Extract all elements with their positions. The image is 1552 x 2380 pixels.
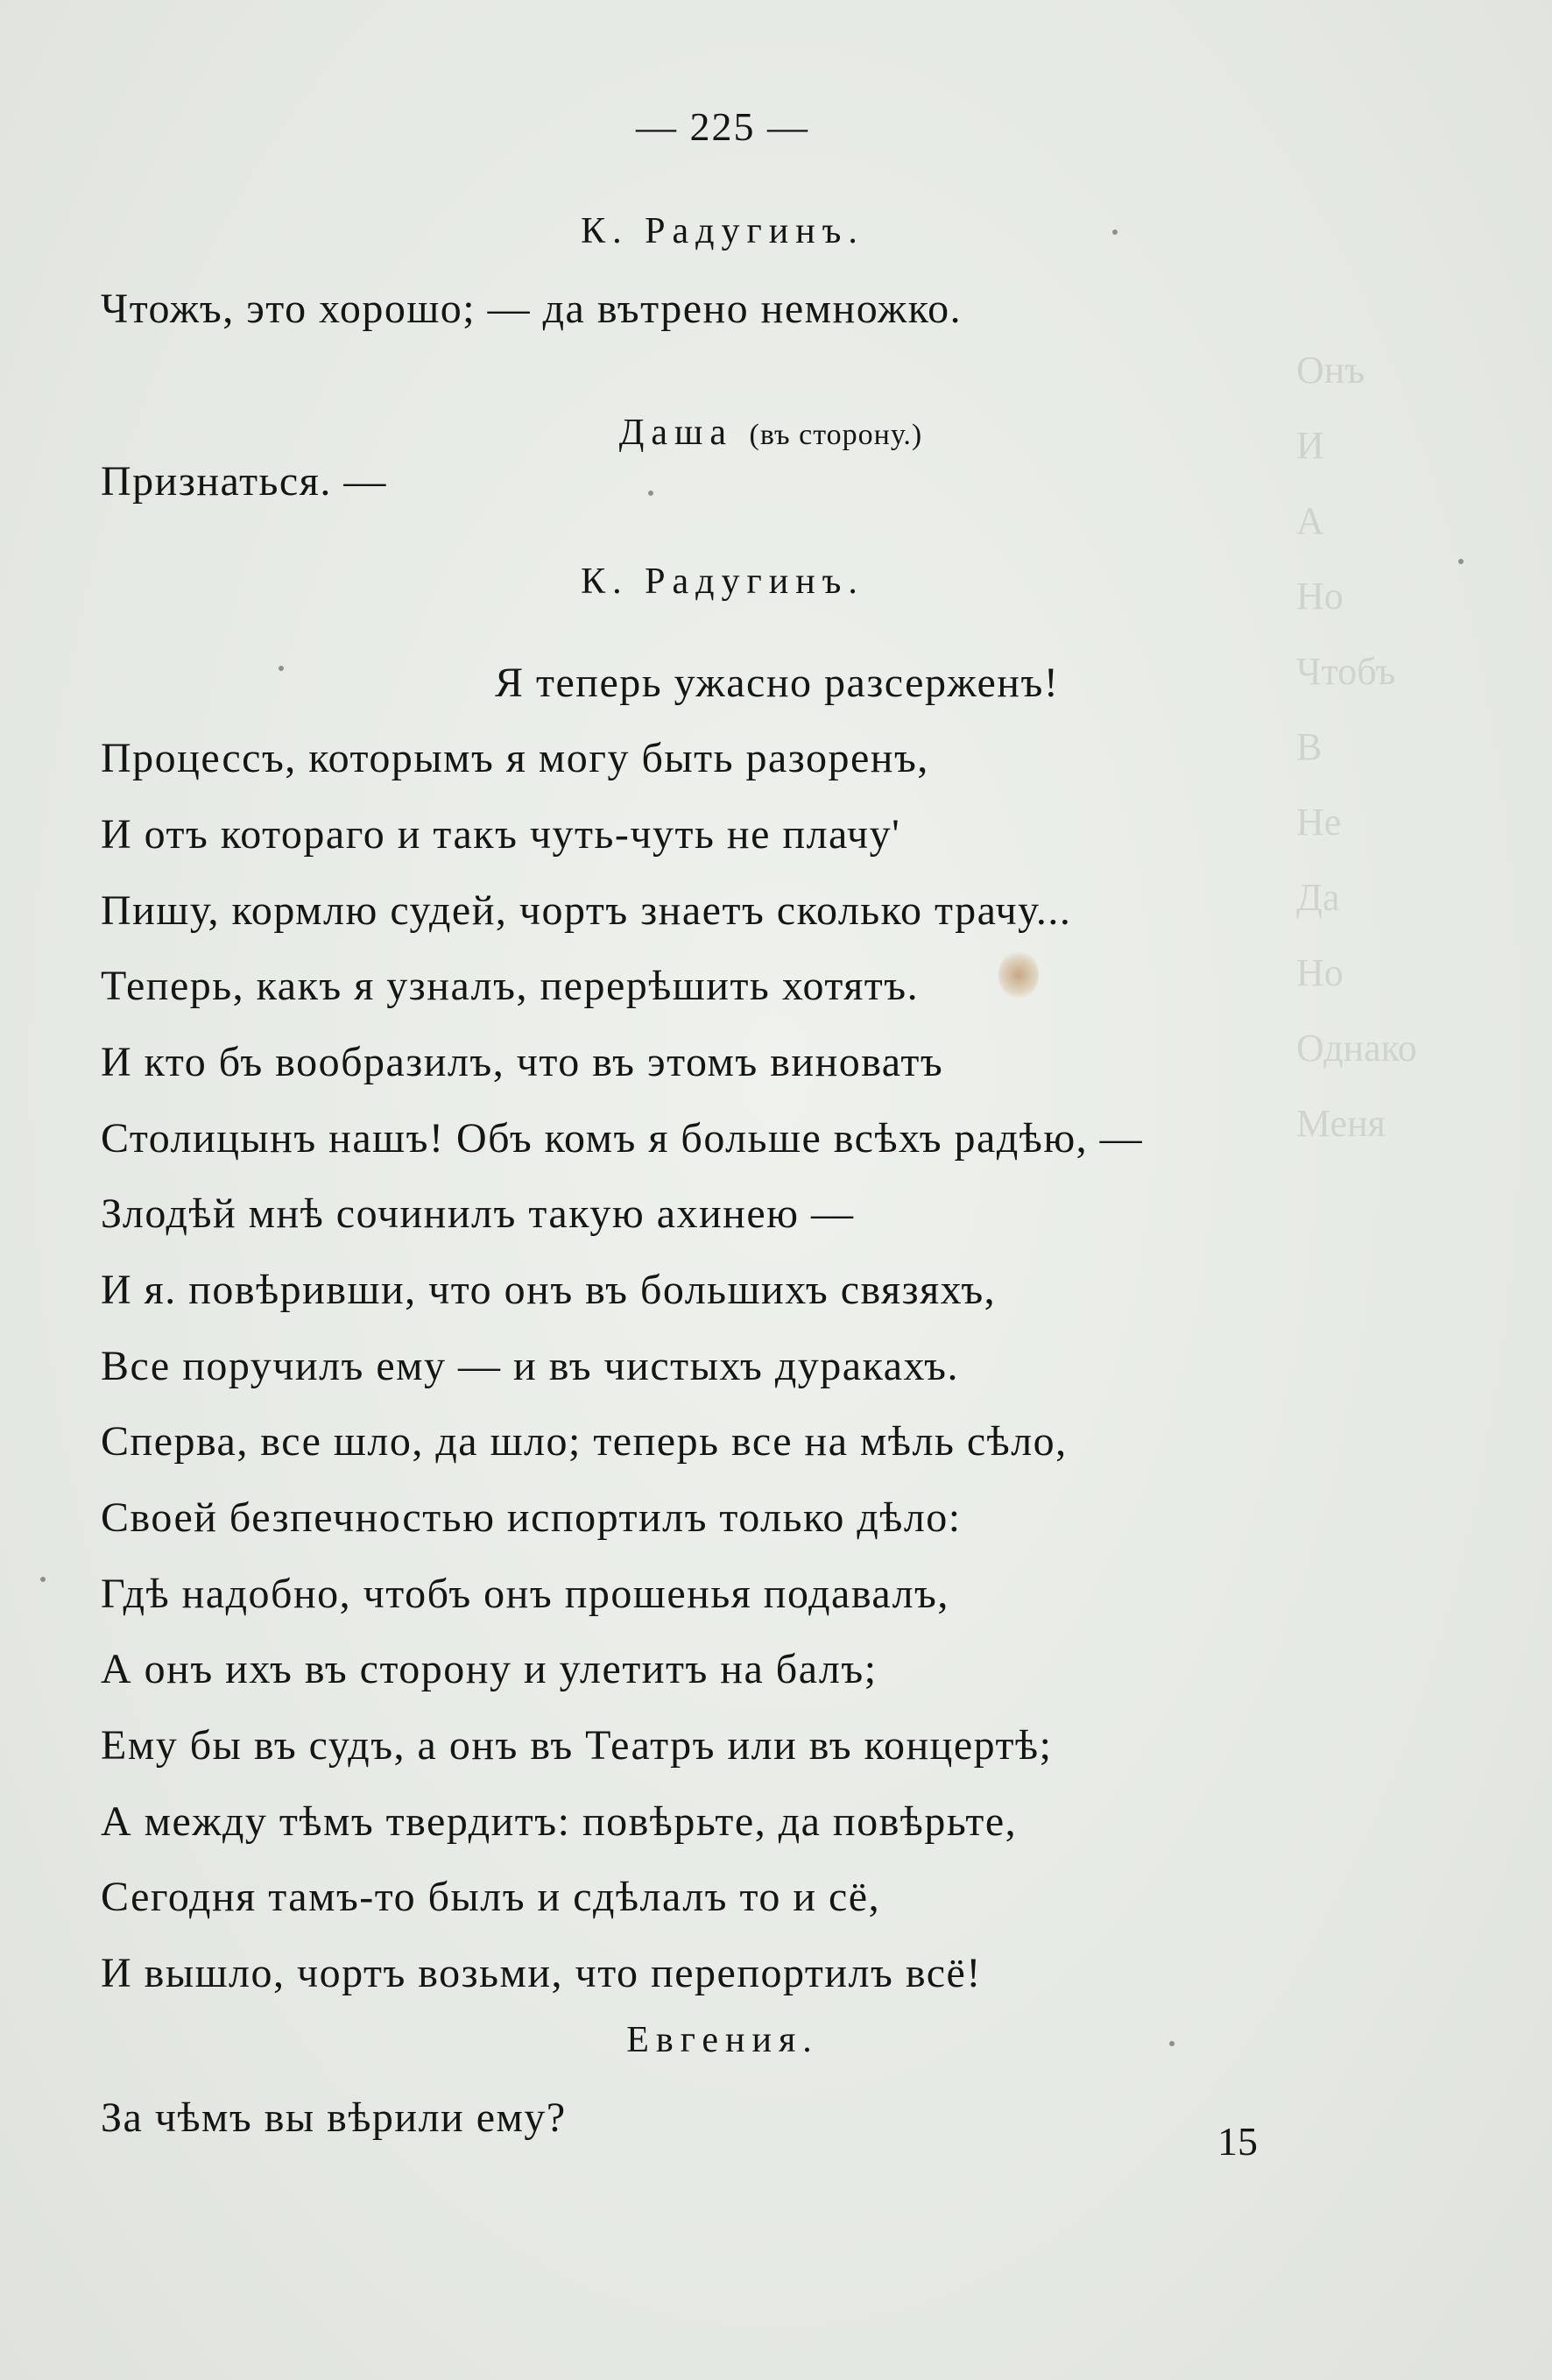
text-line: Своей безпечностью испортилъ только дѣло: [101,1494,962,1541]
paper-speck [1458,559,1464,564]
bleed-through-text: Онъ И А Но Чтобъ В Не Да Но Однако Меня [1296,349,1417,1145]
text-line: И я. повѣривши, что онъ въ большихъ связяхъ, [101,1267,997,1313]
speaker-evgenia: Евгения. [626,2020,819,2060]
text-line: И вышло, чортъ возьми, что перепортилъ всё! [101,1950,982,1996]
page-number: — 225 — [636,104,809,149]
text-line: За чѣмъ вы вѣрили ему? [101,2094,567,2141]
text-line: Ему бы въ судъ, а онъ въ Театръ или въ концертѣ; [101,1722,1053,1769]
text-line: Столицынъ нашъ! Объ комъ я больше всѣхъ радѣю, — [101,1115,1144,1162]
text-line: Процессъ, которымъ я могу быть разоренъ, [101,735,929,781]
paper-stain [998,950,1039,999]
speaker-name: Даша [618,413,734,453]
stage-direction: (въ сторону.) [749,419,923,451]
text-line: А онъ ихъ въ сторону и улетитъ на балъ; [101,1646,878,1692]
text-line: Я теперь ужасно разсерженъ! [495,660,1060,706]
text-line: Признаться. — [101,458,387,505]
speaker-radugin: К. Радугинъ. [581,561,864,602]
text-line: А между тѣмъ твердитъ: повѣрьте, да повѣрьте, [101,1798,1018,1845]
text-line: Пишу, кормлю судей, чортъ знаетъ сколько трачу... [101,887,1072,934]
speaker-dasha [561,412,981,454]
text-line: Сперва, все шло, да шло; теперь все на мѣль сѣло, [101,1418,1068,1465]
text-line: И отъ котораго и такъ чуть-чуть не плачу' [101,811,901,858]
paper-speck [279,666,284,671]
paper-speck [40,1577,46,1582]
speaker-radugin: К. Радугинъ. [581,211,864,251]
text-line: Чтожъ, это хорошо; — да вътрено немножко. [101,286,963,332]
paper-speck [648,491,653,496]
text-line: Все поручилъ ему — и въ чистыхъ дуракахъ. [101,1343,959,1389]
text-line: Гдѣ надобно, чтобъ онъ прошенья подавалъ, [101,1571,949,1617]
text-line: Сегодня тамъ-то былъ и сдѣлалъ то и сё, [101,1874,881,1920]
text-line: Теперь, какъ я узналъ, перерѣшить хотятъ. [101,963,920,1009]
text-line: И кто бъ вообразилъ, что въ этомъ виноватъ [101,1039,944,1085]
signature-mark: 15 [1217,2119,1258,2164]
text-line: Злодѣй мнѣ сочинилъ такую ахинею — [101,1190,855,1237]
